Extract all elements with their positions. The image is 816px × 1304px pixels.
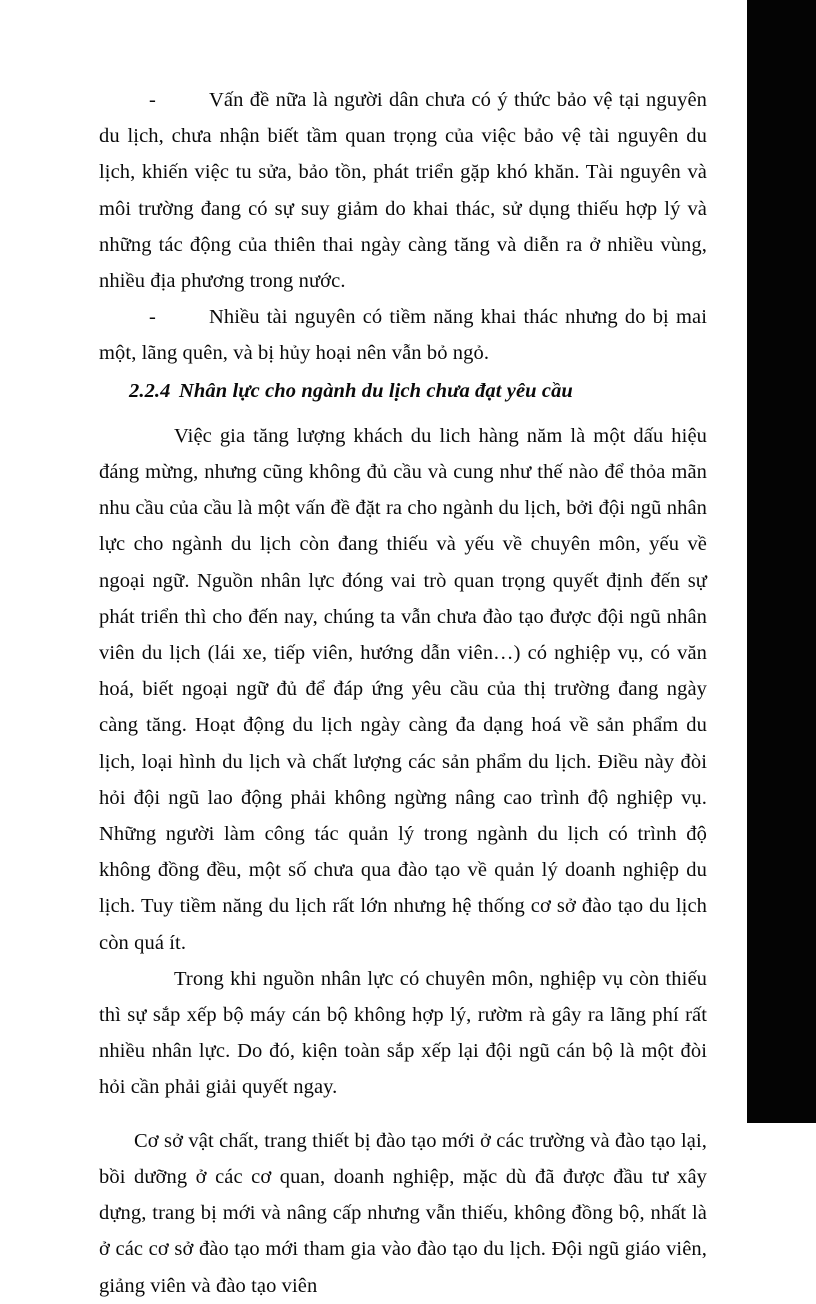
bullet-dash: - [149,89,156,111]
bullet-paragraph-1 [99,82,707,299]
bullet-paragraph-2-text: Nhiều tài nguyên có tiềm năng khai thác nhưng do bị mai một, lãng quên, và bị hủy hoại nên vẫn bỏ ngỏ. [99,306,707,365]
bullet-paragraph-2 [99,299,707,371]
body-paragraph-2: Trong khi nguồn nhân lực có chuyên môn, nghiệp vụ còn thiếu thì sự sắp xếp bộ máy cán bộ không hợp lý, rườm rà gây ra lãng phí rất nhiều nhân lực. Do đó, kiện toàn sắp xếp lại đội ngũ cán bộ là một đòi hỏi cần phải giải quyết ngay. [99,967,707,1099]
body-paragraph-3: Cơ sở vật chất, trang thiết bị đào tạo mới ở các trường và đào tạo lại, bồi dưỡng ở các cơ quan, doanh nghiệp, mặc dù đã được đầu tư xây dựng, trang bị mới và nâng cấp nhưng vẫn thiếu, không đồng bộ, nhất là ở các cơ sở đào tạo mới tham gia vào đào tạo du lịch. Đội ngũ giáo viên, giảng viên và đào tạo viên [99,1129,707,1297]
bullet-dash: - [149,306,156,329]
body-paragraph-1: Việc gia tăng lượng khách du lich hàng năm là một dấu hiệu đáng mừng, nhưng cũng không đủ cầu và cung như thế nào để thỏa mãn nhu cầu của cầu là một vấn đề đặt ra cho ngành du lịch, bởi đội ngũ nhân lực cho ngành du lịch còn đang thiếu và yếu về chuyên môn, yếu về ngoại ngữ. Nguồn nhân lực đóng vai trò quan trọng quyết định đến sự phát triển thì cho đến nay, chúng ta vẫn chưa đào tạo được đội ngũ nhân viên du lịch (lái xe, tiếp viên, hướng dẫn viên…) có nghiệp vụ, có văn hoá, biết ngoại ngữ đủ để đáp ứng yêu cầu của thị trường đang ngày càng tăng. Hoạt động du lịch ngày càng đa dạng hoá về sản phẩm du lịch, loại hình du lịch và chất lượng các sản phẩm du lịch. Điều này đòi hỏi đội ngũ lao động phải không ngừng nâng cao trình độ nghiệp vụ. Những người làm công tác quản lý trong ngành du lịch có trình độ không đồng đều, một số chưa qua đào tạo về quản lý doanh nghiệp du lịch. Tuy tiềm năng du lịch rất lớn nhưng hệ thống cơ sở đào tạo du lịch còn quá ít. [99,424,707,954]
section-heading [99,373,707,409]
section-heading-number: 2.2.4 [129,379,171,402]
page-text-content [99,82,707,1304]
scan-edge-bar [747,0,816,1123]
bullet-paragraph-1-text: Vấn đề nữa là người dân chưa có ý thức bảo vệ tại nguyên du lịch, chưa nhận biết tầm quan trọng của việc bảo vệ tài nguyên du lịch, khiến việc tu sửa, bảo tồn, phát triển gặp khó khăn. Tài nguyên và môi trường đang có sự suy giảm do khai thác, sử dụng thiếu hợp lý và những tác động của thiên thai ngày càng tăng và diễn ra ở nhiều vùng, nhiều địa phương trong nước. [99,89,707,293]
section-heading-title: Nhân lực cho ngành du lịch chưa đạt yêu cầu [179,379,573,402]
